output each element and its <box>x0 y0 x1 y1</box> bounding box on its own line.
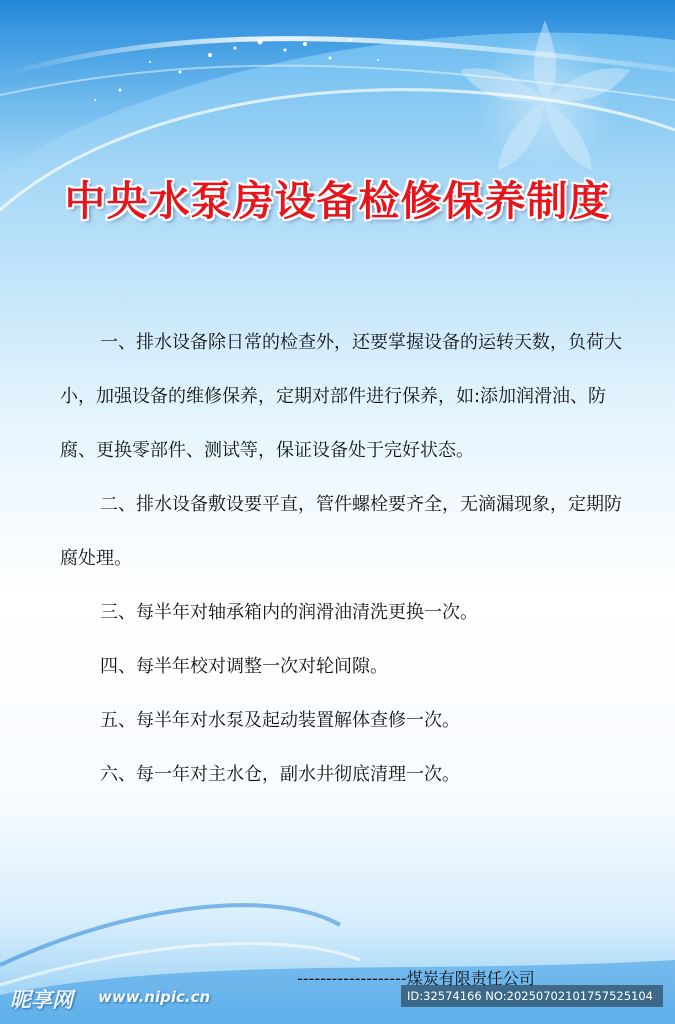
regulation-item-2: 二、排水设备敷设要平直，管件螺栓要齐全，无滴漏现象，定期防腐处理。 <box>60 494 622 569</box>
regulation-item-1: 一、排水设备除日常的检查外，还要掌握设备的运转天数，负荷大小，加强设备的维修保养，定期对部件进行保养，如:添加润滑油、防腐、更换零部件、测试等，保证设备处于完好状态。 <box>60 332 622 461</box>
poster-title: 中央水泵房设备检修保养制度 <box>64 177 611 225</box>
flower-decoration <box>460 20 630 170</box>
issuer-company: -------------------煤炭有限责任公司 <box>297 969 535 988</box>
regulation-item-5: 五、每半年对水泵及起动装置解体查修一次。 <box>100 710 460 731</box>
regulation-item-6: 六、每一年对主水仓，副水井彻底清理一次。 <box>100 764 460 785</box>
regulation-body <box>60 316 632 802</box>
image-id-strip: ID:32574166 NO:20250702101757525104 <box>401 985 663 1007</box>
regulation-item-3: 三、每半年对轴承箱内的润滑油清洗更换一次。 <box>100 602 478 623</box>
watermark-url: www.nipic.cn <box>98 988 211 1006</box>
watermark-logo: 昵享网 <box>10 988 73 1012</box>
regulation-item-4: 四、每半年校对调整一次对轮间隙。 <box>100 656 388 677</box>
